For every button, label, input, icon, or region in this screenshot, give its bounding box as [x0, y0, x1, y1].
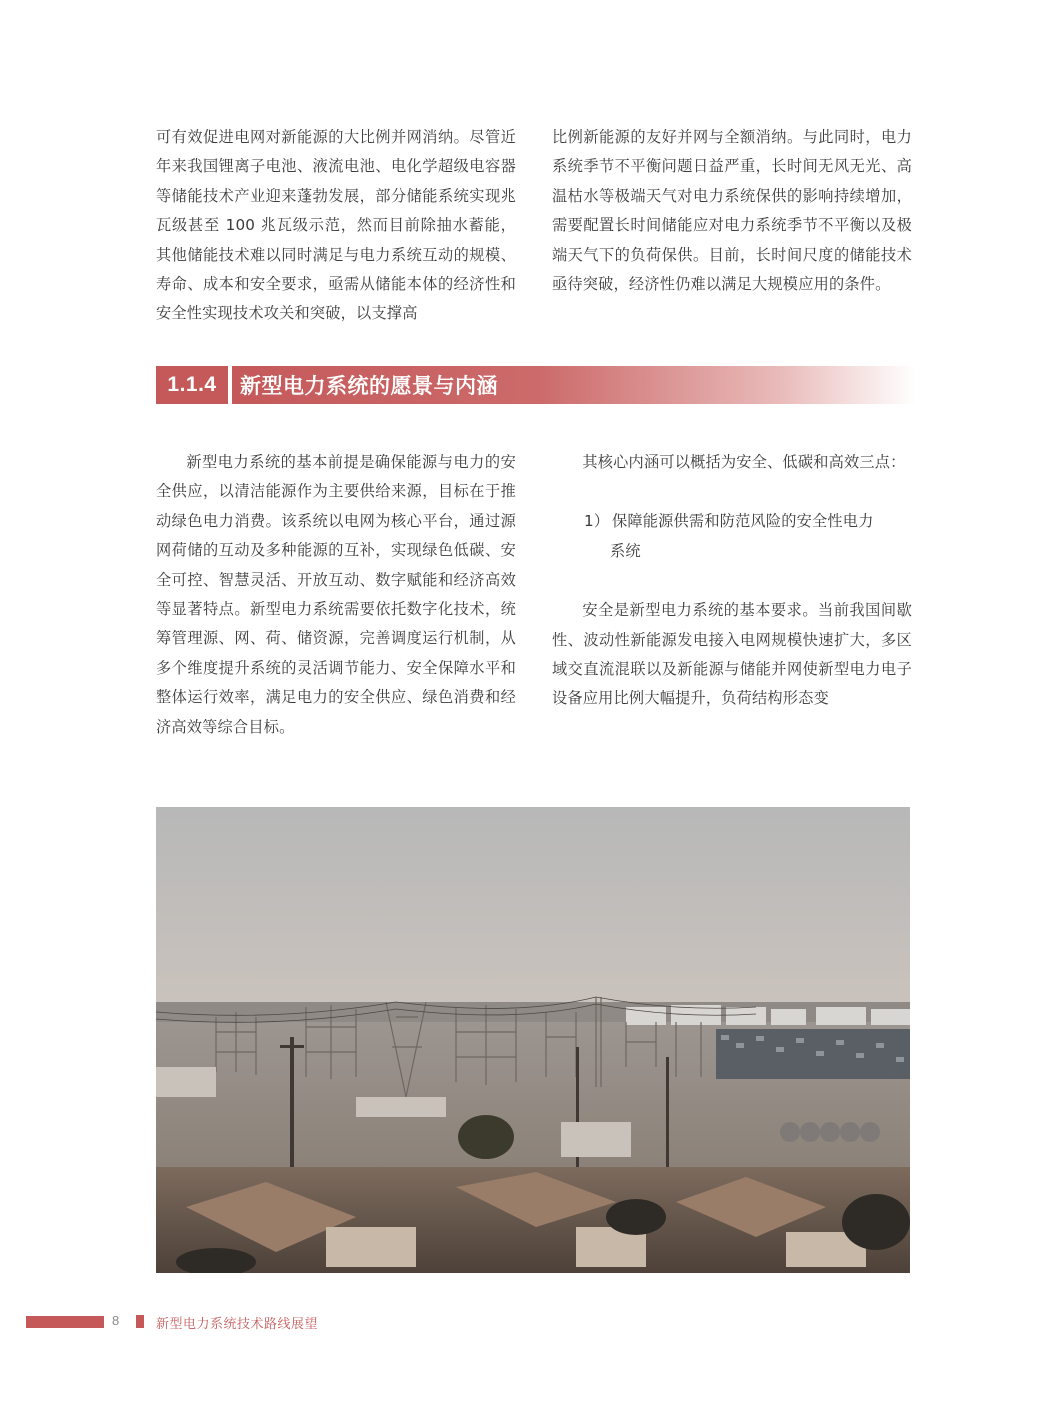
top-right-paragraph: 比例新能源的友好并网与全额消纳。与此同时，电力系统季节不平衡问题日益严重，长时间无风无光、高温枯水等极端天气对电力系统保供的影响持续增加，需要配置长时间储能应对电力系统季节不平衡以及极端天气下的负荷保供。目前，长时间尺度的储能技术亟待突破，经济性仍难以满足大规模应用的条件。 — [552, 128, 912, 294]
list-item-security — [552, 507, 912, 566]
core-connotation-intro: 其核心内涵可以概括为安全、低碳和高效三点： — [582, 453, 906, 471]
publication-title: 新型电力系统技术路线展望 — [156, 1317, 319, 1332]
body-left-paragraph: 新型电力系统的基本前提是确保能源与电力的安全供应，以清洁能源作为主要供给来源，目标在于推动绿色电力消费。该系统以电网为核心平台，通过源网荷储的互动及多种能源的互补，实现绿色低碳、安全可控、智慧灵活、开放互动、数字赋能和经济高效等显著特点。新型电力系统需要依托数字化技术，统筹管理源、网、荷、储资源，完善调度运行机制，从多个维度提升系统的灵活调节能力、安全保障水平和整体运行效率，满足电力的安全供应、绿色消费和经济高效等综合目标。 — [156, 453, 516, 736]
page-footer — [0, 1314, 600, 1330]
section-number: 1.1.4 — [156, 366, 228, 404]
list-item-number: 1） — [584, 512, 610, 531]
substation-photo — [156, 807, 910, 1273]
top-left-column — [156, 123, 516, 329]
top-right-column — [552, 123, 912, 299]
top-left-paragraph: 可有效促进电网对新能源的大比例并网消纳。尽管近年来我国锂离子电池、液流电池、电化学超级电容器等储能技术产业迎来蓬勃发展，部分储能系统实现兆瓦级甚至 100 兆瓦级示范，然而目前除抽水蓄能，其他储能技术难以同时满足与电力系统互动的规模、寿命、成本和安全要求，亟需从储能本体的经济性和安全性实现技术攻关和突破，以支撑高 — [156, 128, 516, 323]
page-number: 8 — [112, 1313, 120, 1328]
list-item-line2: 系统 — [610, 541, 641, 560]
body-right-paragraph: 安全是新型电力系统的基本要求。当前我国间歇性、波动性新能源发电接入电网规模快速扩大，多区域交直流混联以及新能源与储能并网使新型电力电子设备应用比例大幅提升，负荷结构形态变 — [552, 601, 912, 708]
footer-marker — [136, 1315, 144, 1328]
substation-photo-illustration — [156, 807, 910, 1273]
footer-accent-bar — [26, 1316, 104, 1328]
section-header — [156, 366, 916, 404]
body-right-column — [552, 448, 912, 714]
body-left-column — [156, 448, 516, 742]
list-item-line1: 保障能源供需和防范风险的安全性电力 — [612, 512, 874, 531]
section-title: 新型电力系统的愿景与内涵 — [232, 366, 916, 404]
